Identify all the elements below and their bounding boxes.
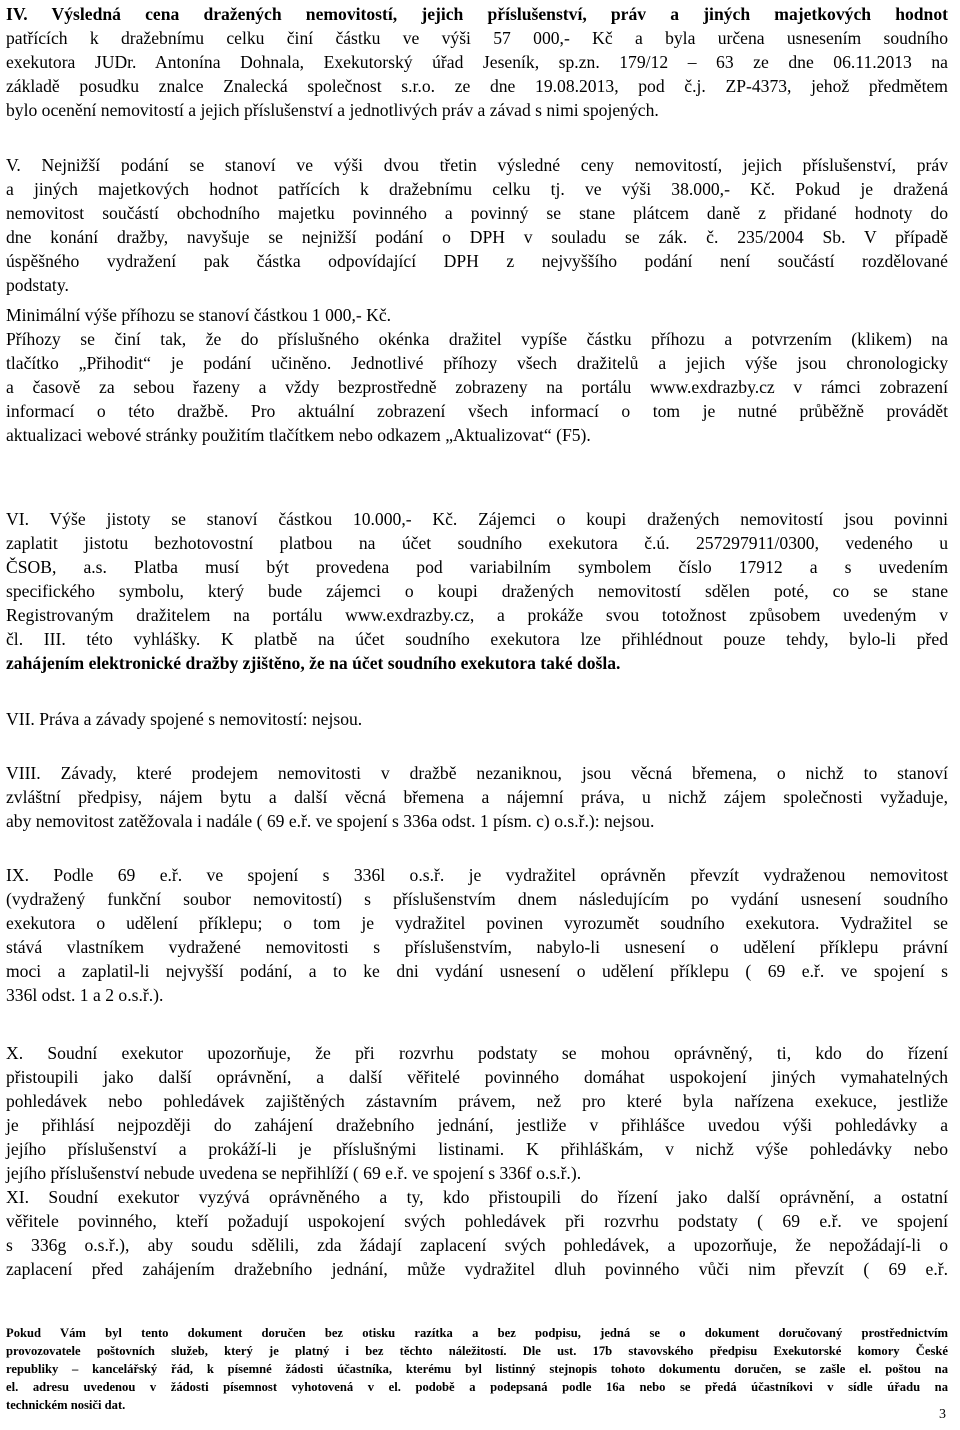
- section-vi: [6, 507, 948, 675]
- section-v-line-2: a jiných majetkových hodnot patřících k dražebnímu celku tj. ve výši 38.000,- Kč. Pokud je dražená: [6, 179, 948, 199]
- section-ix-line-2: (vydražený funkční soubor nemovitostí) s příslušenstvím dnem následujícím po vydání usnesení soudního: [6, 889, 948, 909]
- section-iv-line-1: [6, 2, 948, 26]
- section-vii-line-1: VII. Práva a závady spojené s nemovitostí: nejsou.: [6, 709, 363, 729]
- min-bid-paragraph: [6, 303, 948, 327]
- section-v-line-6: podstaty.: [6, 275, 69, 295]
- section-vi-line-1: VI. Výše jistoty se stanoví částkou 10.000,- Kč. Zájemci o koupi dražených nemovitostí jsou povinni: [6, 509, 948, 529]
- min-bid-line: Minimální výše příhozu se stanoví částkou 1 000,- Kč.: [6, 305, 392, 325]
- section-ix-line-4: stává vlastníkem vydražené nemovitosti s příslušenstvím, nabylo-li usnesení o udělení příklepu právní: [6, 937, 948, 957]
- footer-line-1: Pokud Vám byl tento dokument doručen bez otisku razítka a bez podpisu, jedná se o dokument doručovaný prostřednictvím: [6, 1326, 948, 1340]
- section-vii: [6, 707, 948, 731]
- section-iv: [6, 2, 948, 122]
- section-x-line-2: přistoupili jako další oprávnění, a další věřitelé povinného domáhat uspokojení jiných vymahatelných: [6, 1067, 948, 1087]
- section-vi-text-7: zahájením elektronické dražby zjištěno, že na účet soudního exekutora také došla.: [6, 653, 621, 673]
- footer-notice: [6, 1324, 948, 1414]
- bids-line-4: informací o této dražbě. Pro aktuální zobrazení všech informací o tom je nutné průběžně provádět: [6, 401, 948, 421]
- page-number: 3: [939, 1407, 946, 1422]
- section-xi-line-3: s 336g o.s.ř.), aby soudu sdělili, zda žádají zaplacení svých pohledávek, a upozorňuje, že nepožádají-li o: [6, 1235, 948, 1255]
- section-iv-line-4: základě posudku znalce Znalecká společnost s.r.o. ze dne 19.08.2013, pod č.j. ZP-4373, jehož předmětem: [6, 76, 948, 96]
- bids-line-2: tlačítko „Přihodit“ je podání učiněno. Jednotlivé příhozy všech dražitelů a jejich výše jsou chronologicky: [6, 353, 948, 373]
- section-x-line-1: X. Soudní exekutor upozorňuje, že při rozvrhu podstaty se mohou oprávněný, ti, kdo do řízení: [6, 1043, 948, 1063]
- section-iv-text-1: IV. Výsledná cena dražených nemovitostí, jejich příslušenství, práv a jiných majetkových hodnot: [6, 4, 948, 24]
- section-ix-line-3: exekutora o udělení příklepu; o tom je vydražitel povinen vyrozumět soudního exekutora. Vydražitel se: [6, 913, 948, 933]
- section-iv-line-5: bylo ocenění nemovitostí a jejich příslušenství a jednotlivých práv a závad s nimi spojených.: [6, 100, 659, 120]
- section-v-line-3: nemovitost součástí obchodního majetku povinného a povinný se stane plátcem daně z přidané hodnoty do: [6, 203, 948, 223]
- section-viii: [6, 761, 948, 833]
- footer-line-2: provozovatele poštovních služeb, který je platný i bez těchto náležitostí. Dle ust. 17b stavovského předpisu Exekutorské komory České: [6, 1344, 948, 1358]
- section-v-line-5: úspěšného vydražení pak částka odpovídající DPH z nejvyššího podání není součástí rozdělované: [6, 251, 948, 271]
- section-v-line-4: dne konání dražby, navyšuje se nejnižší podání o DPH v souladu se zák. č. 235/2004 Sb. V případě: [6, 227, 948, 247]
- section-vi-line-7: [6, 651, 948, 675]
- section-vi-line-3: ČSOB, a.s. Platba musí být provedena pod variabilním symbolem číslo 17912 a s uvedením: [6, 557, 948, 577]
- bids-line-5: aktualizaci webové stránky použitím tlačítkem nebo odkazem „Aktualizovat“ (F5).: [6, 425, 591, 445]
- section-x-line-5: jejího příslušenství a prokáží-li je příslušnými listinami. K přihláškám, v nichž výše pohledávky nebo: [6, 1139, 948, 1159]
- section-vi-line-6: čl. III. této vyhlášky. K platbě na účet soudního exekutora lze přihlédnout pouze tehdy, bylo-li před: [6, 629, 948, 649]
- section-xi-line-1: XI. Soudní exekutor vyzývá oprávněného a ty, kdo přistoupili do řízení jako další oprávnění, a ostatní: [6, 1187, 948, 1207]
- section-xi-line-2: věřitele povinného, kteří požadují uspokojení svých pohledávek při rozvrhu podstaty ( 69 e.ř. ve spojení: [6, 1211, 948, 1231]
- section-iv-line-3: exekutora JUDr. Antonína Dohnala, Exekutorský úřad Jeseník, sp.zn. 179/12 – 63 ze dne 06.11.2013 na: [6, 52, 948, 72]
- section-x-line-6: jejího příslušenství nebude uvedena se nepřihlíží ( 69 e.ř. ve spojení s 336f o.s.ř.).: [6, 1163, 582, 1183]
- section-v: [6, 153, 948, 297]
- section-ix-line-6: 336l odst. 1 a 2 o.s.ř.).: [6, 985, 164, 1005]
- section-ix-line-1: IX. Podle 69 e.ř. ve spojení s 336l o.s.ř. je vydražitel oprávněn převzít vydraženou nemovitost: [6, 865, 948, 885]
- section-xi: [6, 1185, 948, 1281]
- bids-paragraph: [6, 327, 948, 447]
- footer-line-3: republiky – kancelářský řád, k písemné žádosti účastníka, kterému byl listinný stejnopis tohoto dokumentu doručen, se zašle el. poštou na: [6, 1362, 948, 1376]
- section-v-line-1: V. Nejnižší podání se stanoví ve výši dvou třetin výsledné ceny nemovitostí, jejich příslušenství, práv: [6, 155, 948, 175]
- section-iv-line-2: patřících k dražebnímu celku činí částku ve výši 57 000,- Kč a byla určena usnesením soudního: [6, 28, 948, 48]
- section-viii-line-2: zvláštní předpisy, nájem bytu a další věcná břemena a nájemní práva, u nichž zájem společnosti vyžaduje,: [6, 787, 948, 807]
- bids-line-3: a časově za sebou řazeny a vždy bezprostředně zobrazeny na portálu www.exdrazby.cz v rámci zobrazení: [6, 377, 948, 397]
- footer-line-4: el. adresu uvedenou v žádosti písemnost vyhotovená v el. podobě a podepsaná podle 16a nebo se předá účastníkovi v sídle úřadu na: [6, 1380, 948, 1394]
- section-x-line-4: je přihlásí nejpozději do zahájení dražebního jednání, jestliže v přihlášce uvedou výši pohledávky a: [6, 1115, 948, 1135]
- section-ix-line-5: moci a zaplatil-li nejvyšší podání, a to ke dni vydání usnesení o udělení příklepu ( 69 e.ř. ve spojení s: [6, 961, 948, 981]
- section-ix: [6, 863, 948, 1007]
- section-viii-line-1: VIII. Závady, které prodejem nemovitosti v dražbě nezaniknou, jsou věcná břemena, o nichž to stanoví: [6, 763, 948, 783]
- footer-line-5: technickém nosiči dat.: [6, 1398, 126, 1412]
- section-vi-line-4: specifického symbolu, který bude zájemci o koupi dražených nemovitostí sdělen poté, co se stane: [6, 581, 948, 601]
- section-vi-line-2: zaplatit jistotu bezhotovostní platbou na účet soudního exekutora č.ú. 257297911/0300, vedeného u: [6, 533, 948, 553]
- section-x-line-3: pohledávek nebo pohledávek zajištěných zástavním právem, než pro které byla nařízena exekuce, jestliže: [6, 1091, 948, 1111]
- section-viii-line-3: aby nemovitost zatěžovala i nadále ( 69 e.ř. ve spojení s 336a odst. 1 písm. c) o.s.ř.): nejsou.: [6, 811, 655, 831]
- section-vi-line-5: Registrovaným dražitelem na portálu www.exdrazby.cz, a prokáže svou totožnost způsobem uvedeným v: [6, 605, 948, 625]
- bids-line-1: Příhozy se činí tak, že do příslušného okénka dražitel vypíše částku příhozu a potvrzením (klikem) na: [6, 329, 948, 349]
- section-xi-line-4: zaplacení před zahájením dražebního jednání, může vydražitel dluh povinného vůči nim převzít ( 69 e.ř.: [6, 1259, 948, 1279]
- section-x: [6, 1041, 948, 1185]
